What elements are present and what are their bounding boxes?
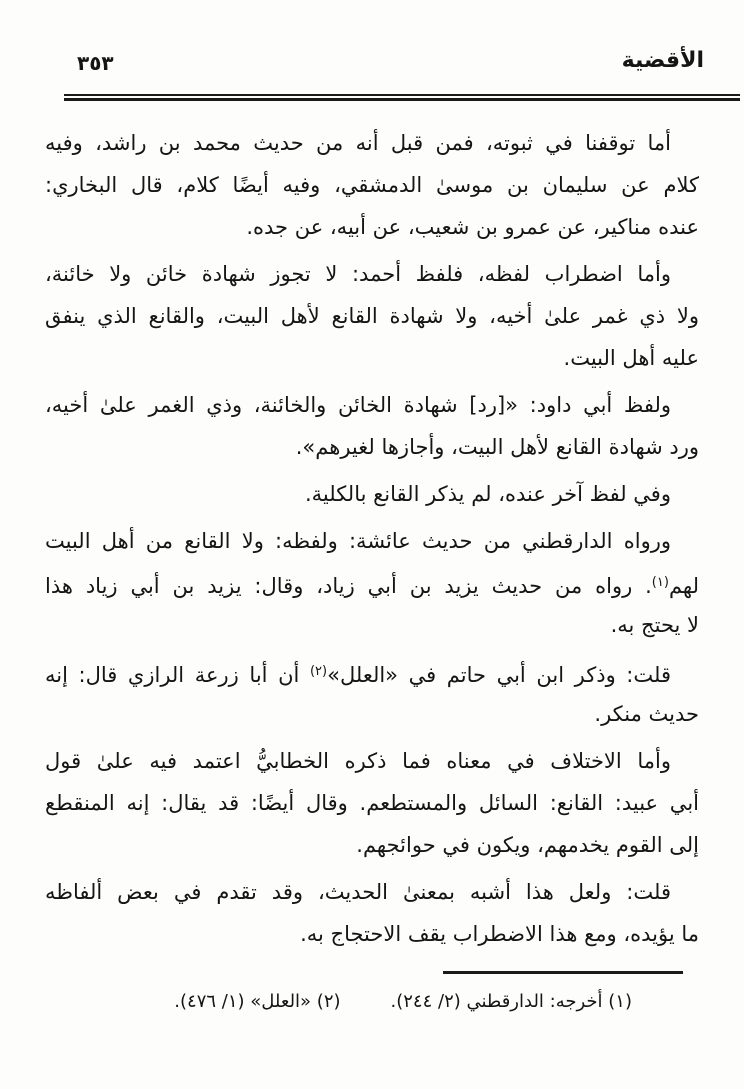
footnote-item: (١) أخرجه: الدارقطني (٢/ ٢٤٤).: [390, 991, 632, 1012]
text-line: أما توقفنا في ثبوته، فمن قبل أنه من حديث محمد بن راشد، وفيه: [45, 131, 671, 155]
text-line: وأما اضطراب لفظه، فلفظ أحمد: لا تجوز شهادة خائن ولا خائنة،: [45, 262, 671, 286]
text-line: [45, 562, 699, 604]
text-line: ورد شهادة القانع لأهل البيت، وأجازها لغيرهم».: [295, 435, 699, 459]
text-line: عنده مناكير، عن عمرو بن شعيب، عن أبيه، عن جده.: [246, 215, 699, 239]
text-line: ولفظ أبي داود: «[رد] شهادة الخائن والخائنة، وذي الغمر علىٰ أخيه،: [45, 393, 671, 417]
header-rule: [64, 94, 740, 101]
body-text: [45, 122, 699, 960]
footnotes: [174, 987, 632, 1017]
footnote-separator: [443, 971, 683, 974]
text-line: وأما الاختلاف في معناه فما ذكره الخطابيُّ اعتمد فيه علىٰ قول: [45, 749, 671, 773]
text-line: قلت: ولعل هذا أشبه بمعنىٰ الحديث، وقد تقدم في بعض ألفاظه: [45, 880, 671, 904]
line-segment: لهم: [668, 574, 699, 598]
line-segment: أن أبا زرعة الرازي قال: إنه: [45, 663, 310, 687]
footnote-ref-2: (٢): [309, 664, 328, 679]
footnote-ref-1: (١): [651, 575, 669, 590]
paragraph: [45, 740, 699, 866]
text-line: ورواه الدارقطني من حديث عائشة: ولفظه: ولا القانع من أهل البيت: [45, 529, 671, 553]
text-line: كلام عن سليمان بن موسىٰ الدمشقي، وفيه أيضًا كلام، قال البخاري:: [45, 173, 699, 197]
text-line: ولا ذي غمر علىٰ أخيه، ولا شهادة القانع لأهل البيت، والقانع الذي ينفق: [45, 304, 699, 328]
text-line: حديث منكر.: [594, 702, 699, 726]
paragraph: [45, 384, 699, 468]
section-title: الأقضية: [621, 48, 704, 73]
paragraph: [45, 871, 699, 955]
text-line: ما يؤيده، ومع هذا الاضطراب يقف الاحتجاج به.: [300, 922, 699, 946]
text-line: وفي لفظ آخر عنده، لم يذكر القانع بالكلية.: [304, 482, 671, 506]
text-line: أبي عبيد: القانع: السائل والمستطعم. وقال أيضًا: قد يقال: إنه المنقطع: [45, 791, 699, 815]
paragraph: [45, 520, 699, 646]
paragraph: [45, 473, 699, 515]
paragraph: [45, 253, 699, 379]
line-segment: قلت: وذكر ابن أبي حاتم في «العلل»: [327, 663, 671, 687]
footnote-item: (٢) «العلل» (١/ ٤٧٦).: [174, 991, 341, 1012]
line-segment: . رواه من حديث يزيد بن أبي زياد، وقال: يزيد بن أبي زياد هذا: [45, 574, 652, 598]
paragraph: [45, 651, 699, 735]
page-number: ٣٥٣: [77, 51, 114, 75]
text-line: [45, 651, 699, 693]
text-line: إلى القوم يخدمهم، ويكون في حوائجهم.: [356, 833, 699, 857]
text-line: لا يحتج به.: [610, 613, 699, 637]
paragraph: [45, 122, 699, 248]
text-line: عليه أهل البيت.: [563, 346, 699, 370]
